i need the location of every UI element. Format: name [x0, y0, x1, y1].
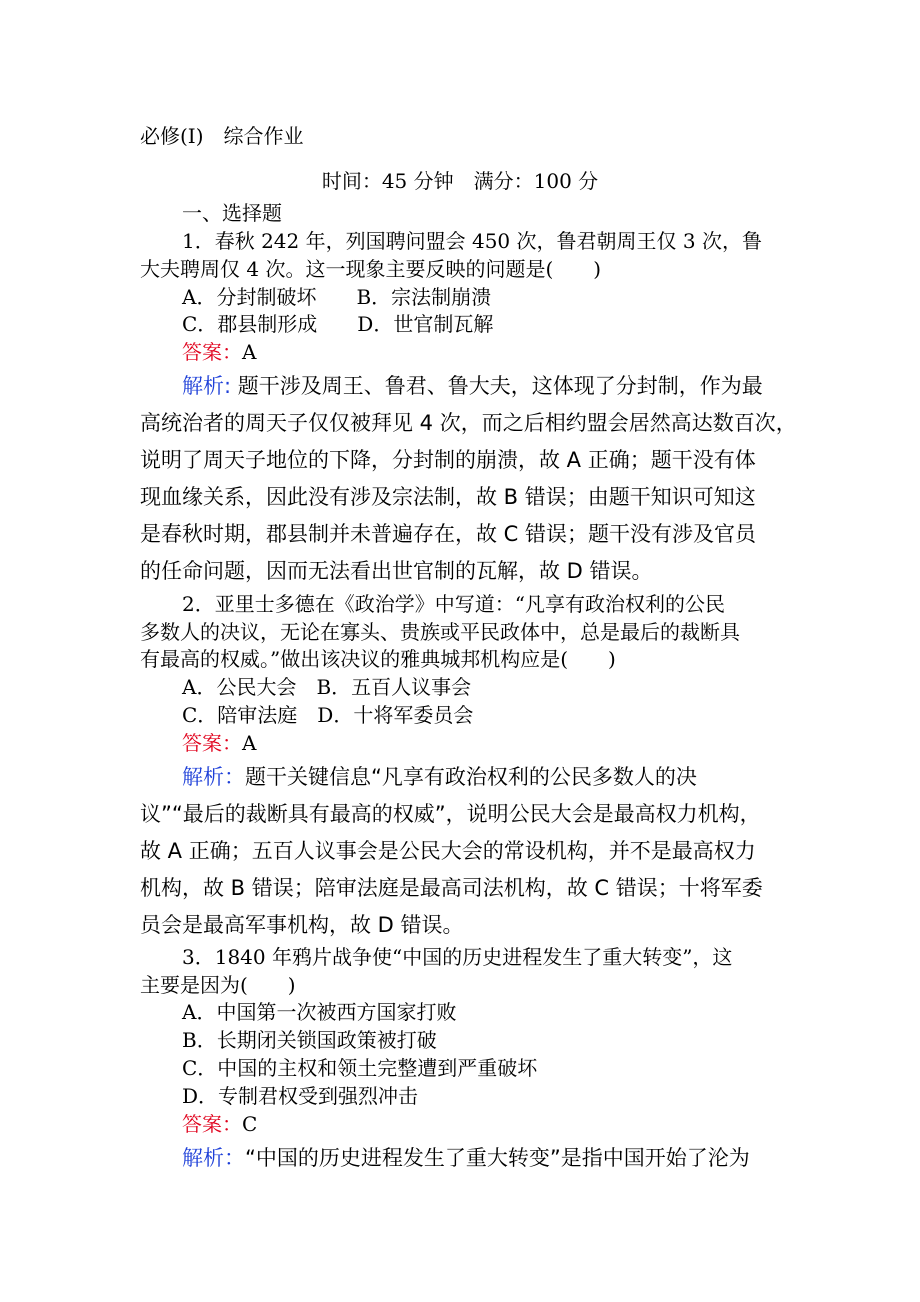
question-3-stem-line: 3．1840 年鸦片战争使“中国的历史进程发生了重大转变”，这 — [182, 945, 733, 969]
question-1-analysis-line: 的任命问题，因而无法看出世官制的瓦解，故 D 错误。 — [140, 559, 653, 583]
question-1-answer — [182, 338, 256, 366]
doc-title: 必修(Ⅰ) 综合作业 — [140, 124, 304, 148]
question-2-stem-line: 有最高的权威。”做出该决议的雅典城邦机构应是( ) — [140, 647, 616, 671]
answer-value: A — [242, 340, 257, 364]
question-2-analysis-line: 议”“最后的裁断具有最高的权威”，说明公民大会是最高权力机构， — [140, 802, 761, 826]
analysis-text: 题干关键信息“凡享有政治权利的公民多数人的决 — [245, 765, 697, 789]
question-1-analysis-line: 说明了周天子地位的下降，分封制的崩溃，故 A 正确；题干没有体 — [140, 448, 756, 472]
question-1-option: A．分封制破坏 B．宗法制崩溃 — [182, 285, 492, 309]
question-3-option: B．长期闭关锁国政策被打破 — [182, 1028, 437, 1052]
analysis-label: 解析： — [182, 1146, 245, 1170]
question-1-analysis-line — [182, 368, 763, 404]
analysis-label: 解析： — [182, 765, 245, 789]
question-2-option: A．公民大会 B．五百人议事会 — [182, 675, 472, 699]
question-2-analysis-line — [182, 759, 697, 795]
question-1-analysis-line: 现血缘关系，因此没有涉及宗法制，故 B 错误；由题干知识可知这 — [140, 485, 756, 509]
question-3-answer — [182, 1110, 257, 1138]
question-3-option: C．中国的主权和领土完整遭到严重破坏 — [182, 1056, 538, 1080]
answer-label: 答案： — [182, 1112, 242, 1136]
analysis-text: “中国的历史进程发生了重大转变”是指中国开始了沦为 — [245, 1146, 750, 1170]
time-info: 时间：45 分钟 满分：100 分 — [321, 169, 599, 193]
section-title: 一、选择题 — [182, 201, 282, 225]
question-2-analysis-line: 机构，故 B 错误；陪审法庭是最高司法机构，故 C 错误；十将军委 — [140, 876, 763, 900]
question-3-option: A．中国第一次被西方国家打败 — [182, 1000, 457, 1024]
question-3-analysis-line — [182, 1140, 750, 1176]
answer-label: 答案： — [182, 731, 242, 755]
question-1-analysis-line: 是春秋时期，郡县制并未普遍存在，故 C 错误；题干没有涉及官员 — [140, 522, 757, 546]
question-1-stem-line: 1．春秋 242 年，列国聘问盟会 450 次，鲁君朝周王仅 3 次，鲁 — [182, 229, 762, 253]
question-2-stem-line: 多数人的决议，无论在寡头、贵族或平民政体中，总是最后的裁断具 — [140, 620, 740, 644]
question-3-stem-line: 主要是因为( ) — [140, 973, 296, 997]
question-1-analysis-line: 高统治者的周天子仅仅被拜见 4 次，而之后相约盟会居然高达数百次， — [140, 411, 797, 435]
answer-value: C — [242, 1112, 258, 1136]
answer-label: 答案： — [182, 340, 242, 364]
answer-value: A — [242, 731, 257, 755]
question-2-analysis-line: 故 A 正确；五百人议事会是公民大会的常设机构，并不是最高权力 — [140, 839, 756, 863]
question-3-option: D．专制君权受到强烈冲击 — [182, 1084, 419, 1108]
analysis-label: 解析: — [182, 374, 232, 398]
question-2-stem-line: 2．亚里士多德在《政治学》中写道：“凡享有政治权利的公民 — [182, 592, 725, 616]
question-2-option: C．陪审法庭 D．十将军委员会 — [182, 703, 474, 727]
question-1-stem-line: 大夫聘周仅 4 次。这一现象主要反映的问题是( ) — [140, 257, 602, 281]
question-2-answer — [182, 729, 256, 757]
analysis-text: 题干涉及周王、鲁君、鲁大夫，这体现了分封制，作为最 — [237, 374, 763, 398]
question-2-analysis-line: 员会是最高军事机构，故 D 错误。 — [140, 913, 464, 937]
question-1-option: C．郡县制形成 D．世官制瓦解 — [182, 312, 494, 336]
